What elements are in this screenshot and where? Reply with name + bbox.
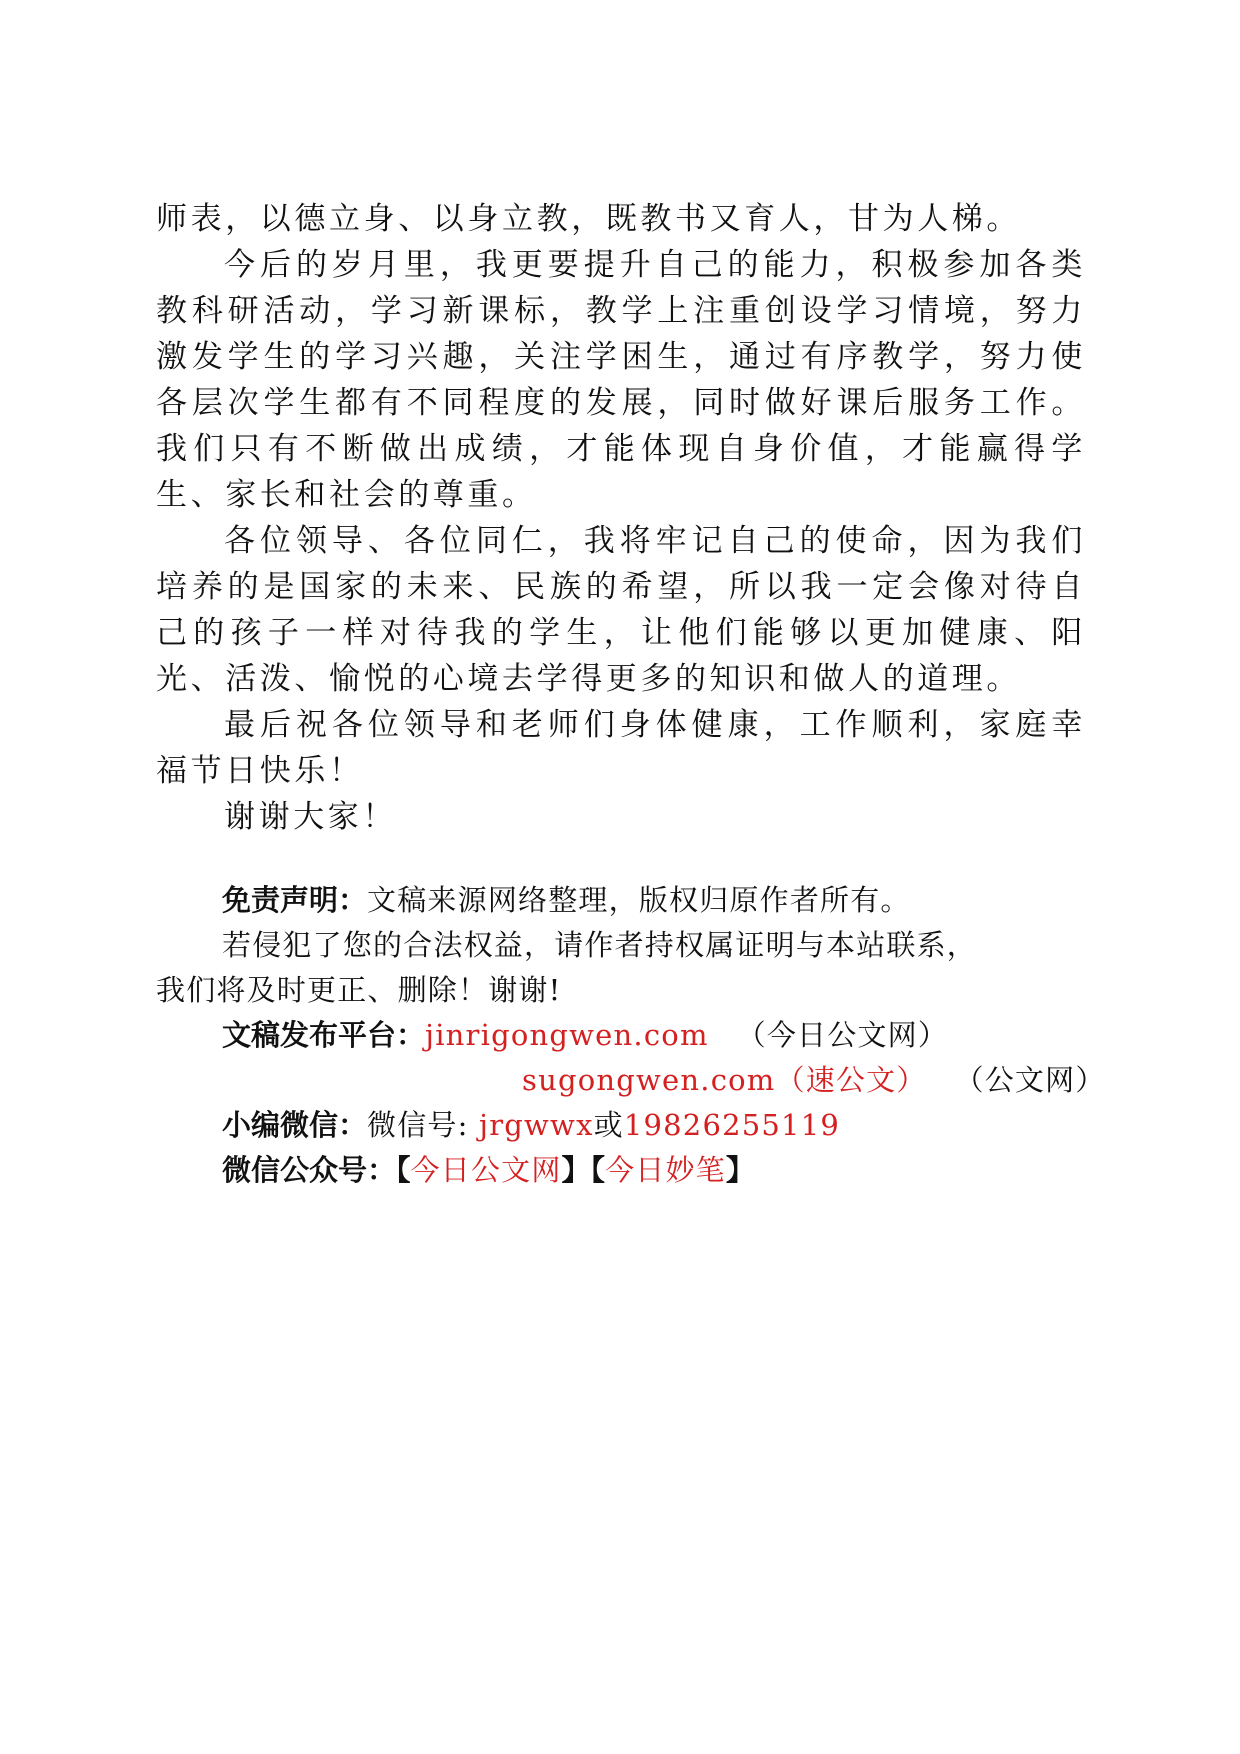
- wechat-phone: 19826255119: [623, 1108, 841, 1142]
- disclaimer-line-2: 若侵犯了您的合法权益，请作者持权属证明与本站联系，: [222, 928, 978, 962]
- platform-line: [156, 1013, 1086, 1058]
- paragraph-future-plan: 今后的岁月里，我更要提升自己的能力，积极参加各类教科研活动，学习新课标，教学上注重创设学习情境，努力激发学生的学习兴趣，关注学困生，通过有序教学，努力使各层次学生都有不同程度的发展，同时做好课后服务工作。我们只有不断做出成绩，才能体现自身价值，才能赢得学生、家长和社会的尊重。: [156, 247, 1086, 513]
- site-name-sugongwen: （公文网）: [954, 1063, 1106, 1097]
- disclaimer-line: [156, 878, 1086, 923]
- official-account-line: [156, 1148, 1086, 1193]
- wechat-or: 或: [593, 1108, 624, 1142]
- paragraph-mission: 各位领导、各位同仁，我将牢记自己的使命，因为我们培养的是国家的未来、民族的希望，所以我一定会像对待自己的孩子一样对待我的学生，让他们能够以更加健康、阳光、活泼、愉悦的心境去学得更多的知识和做人的道理。: [156, 523, 1086, 697]
- wechat-label: 小编微信：: [222, 1108, 368, 1142]
- official-account-jinrigongwen: 今日公文网: [410, 1153, 562, 1187]
- disclaimer-block: [156, 878, 1106, 1193]
- paragraph-wishes: 最后祝各位领导和老师们身体健康，工作顺利，家庭幸福节日快乐！: [156, 707, 1086, 789]
- site-link-sugongwen[interactable]: sugongwen.com: [522, 1063, 776, 1097]
- site-name-jinrigongwen: （今日公文网）: [736, 1018, 949, 1052]
- platform-line-2: [156, 1058, 1106, 1103]
- paragraph-thanks: 谢谢大家！: [224, 799, 397, 835]
- site-alias-sugongwen: （速公文）: [775, 1063, 927, 1097]
- bracket-close: 】: [725, 1153, 755, 1187]
- official-account-jinrimiaobi: 今日妙笔: [605, 1153, 726, 1187]
- paragraph-continuation: 师表，以德立身、以身立教，既教书又育人，甘为人梯。: [156, 201, 1021, 237]
- wechat-line: [156, 1103, 1086, 1148]
- platform-label: 文稿发布平台：: [222, 1018, 426, 1052]
- bracket-open: 【: [396, 1153, 411, 1187]
- disclaimer-line-3: 我们将及时更正、删除！谢谢!: [156, 973, 562, 1007]
- disclaimer-label: 免责声明：: [222, 883, 368, 917]
- speech-body: [156, 196, 1086, 840]
- site-link-jinrigongwen[interactable]: jinrigongwen.com: [425, 1018, 709, 1052]
- bracket-mid: 】【: [561, 1153, 606, 1187]
- wechat-prefix: 微信号:: [367, 1108, 469, 1142]
- official-account-label: 微信公众号：: [222, 1153, 397, 1187]
- disclaimer-text: 文稿来源网络整理，版权归原作者所有。: [367, 883, 911, 917]
- wechat-id: jrgwwx: [479, 1108, 594, 1142]
